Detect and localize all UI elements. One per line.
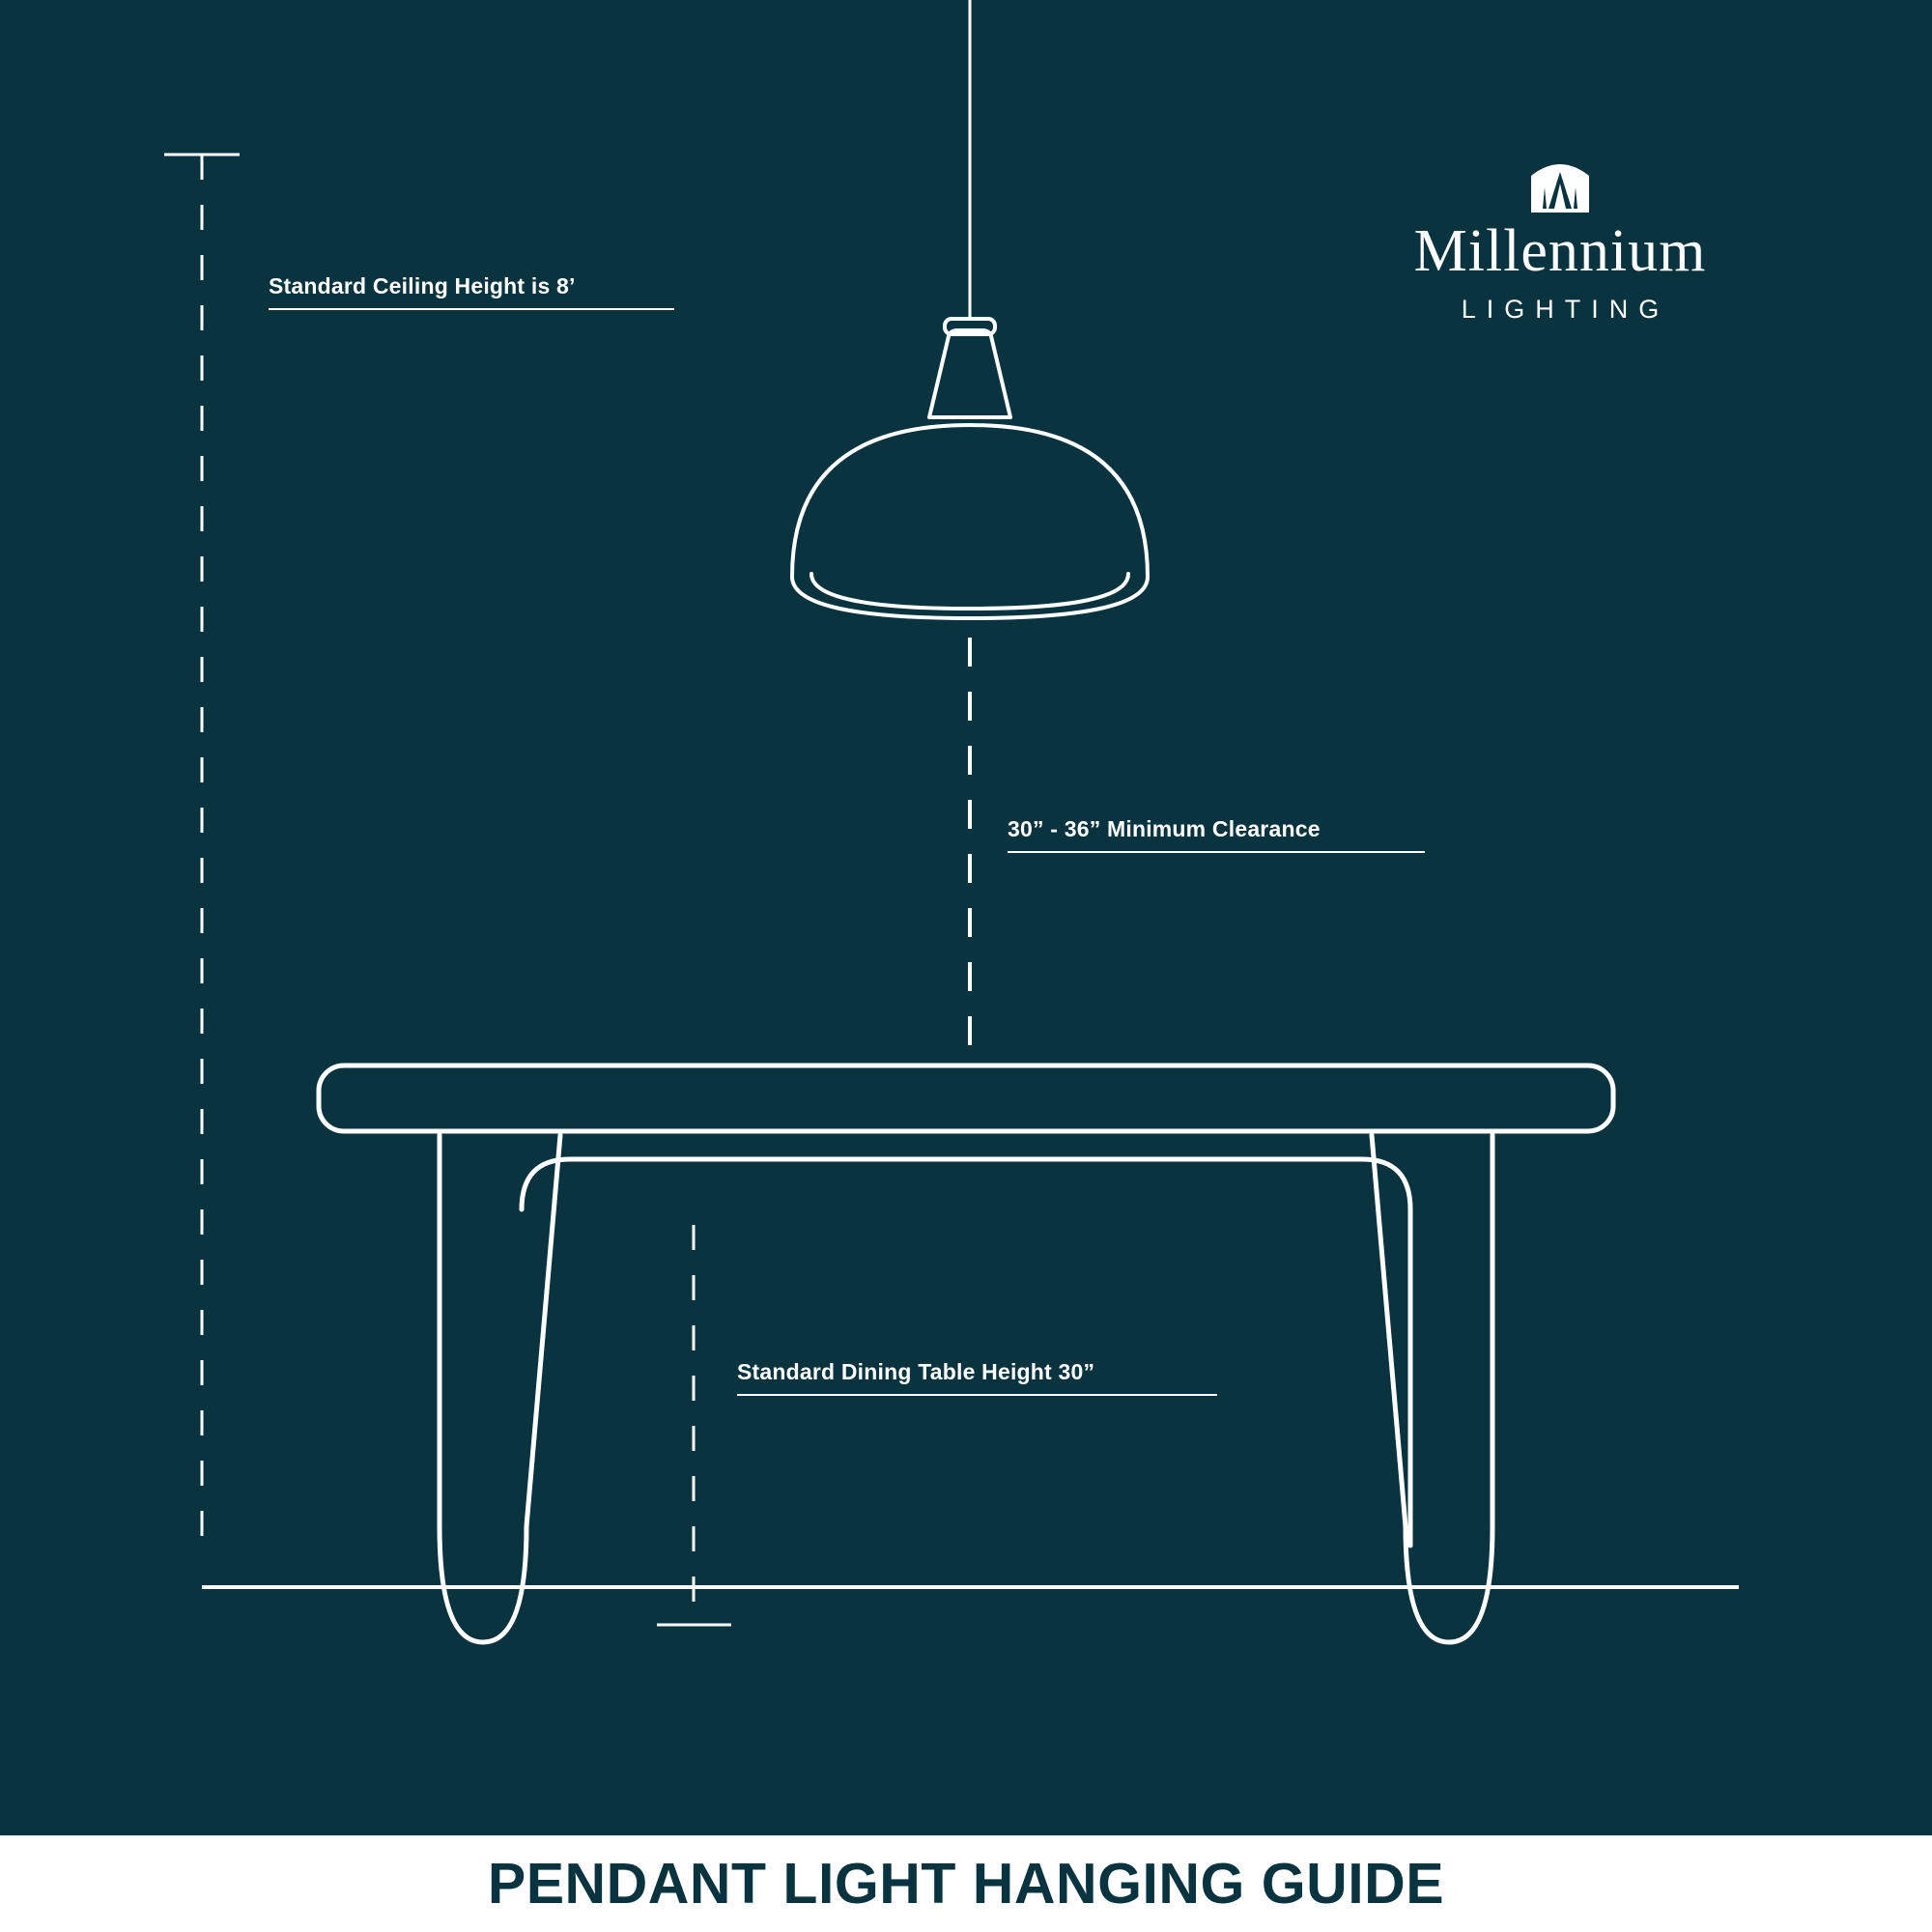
label-underline [269,308,674,310]
brand-logo [1348,155,1773,325]
ceiling-height-dimension-line [164,155,240,1555]
dining-table [319,1065,1613,1642]
clearance-label [1008,816,1425,853]
table-height-dimension-line [657,1225,731,1625]
ceiling-height-label [269,273,674,310]
footer-title: PENDANT LIGHT HANGING GUIDE [487,1852,1445,1916]
brand-tagline: LIGHTING [1461,295,1670,325]
label-underline [737,1394,1217,1396]
ceiling-height-text: Standard Ceiling Height is 8’ [269,273,576,298]
table-height-label [737,1359,1217,1396]
pendant-light-shade [792,319,1148,618]
brand-name: Millennium [1413,218,1707,284]
table-height-text: Standard Dining Table Height 30” [737,1359,1095,1384]
lighthouse-beam-icon [1529,155,1591,214]
clearance-text: 30” - 36” Minimum Clearance [1008,816,1321,841]
label-underline [1008,851,1425,853]
footer-banner [0,1835,1932,1932]
